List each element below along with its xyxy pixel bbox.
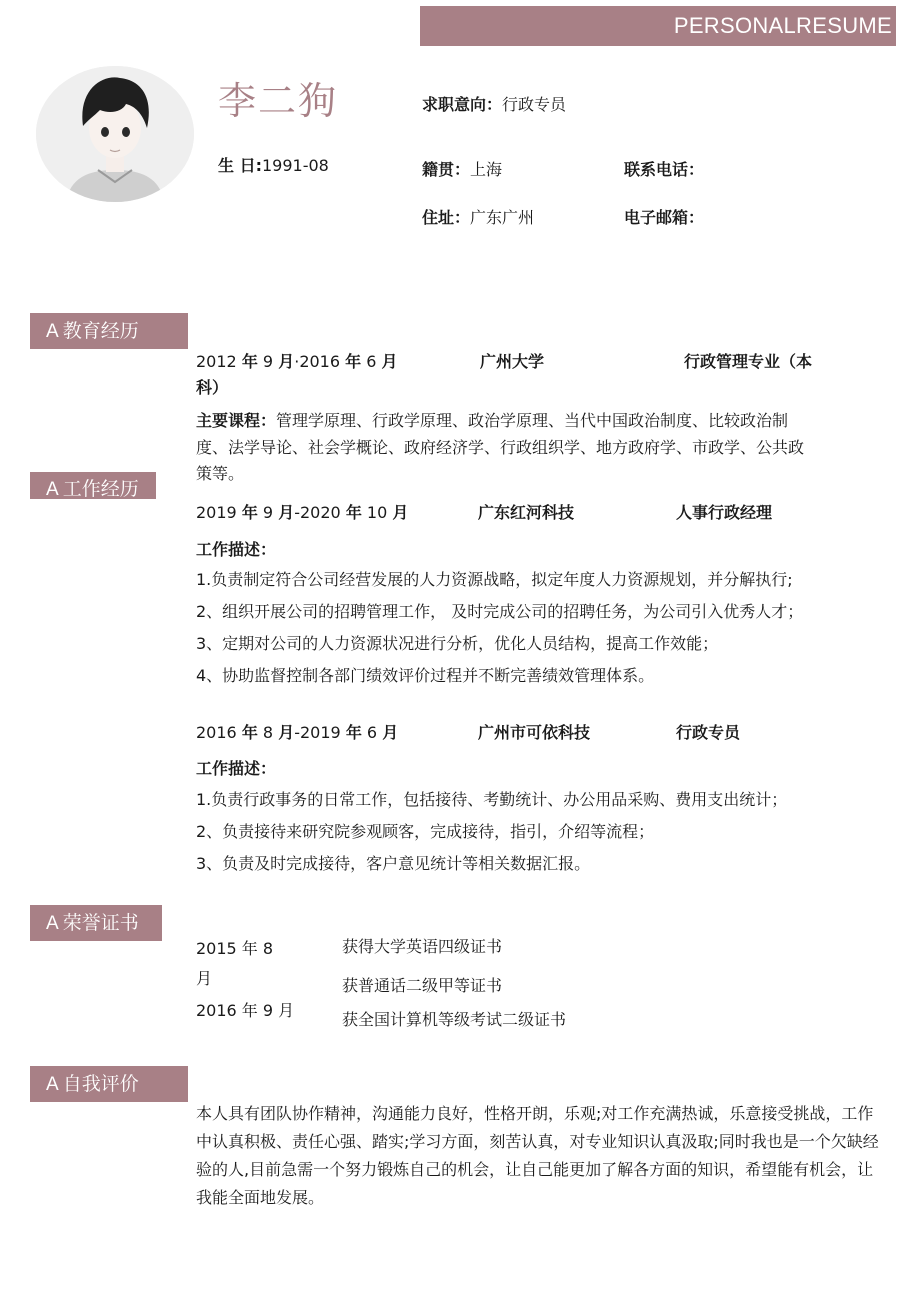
birth-date — [218, 155, 329, 177]
self-evaluation-text: 本人具有团队协作精神，沟通能力良好，性格开朗，乐观;对工作充满热诚，乐意接受挑战，工作中认真积极、责任心强、踏实;学习方面，刻苦认真，对专业知识认真汲取;同时我也是一个欠缺经验的人,目前急需一个努力锻炼自己的机会，让自己能更加了解各方面的知识，希望能有机会，让我能全面地发展。 — [196, 1104, 879, 1207]
job-1-item: 3、定期对公司的人力资源状况进行分析，优化人员结构，提高工作效能； — [196, 634, 719, 653]
section-work-header: A 工作经历 — [30, 472, 156, 499]
education-period: 2012 年 9 月·2016 年 6 月 — [196, 352, 398, 371]
job-1-period: 2019 年 9 月-2020 年 10 月 — [196, 503, 409, 522]
job-1-desc-label: 工作描述： — [196, 540, 277, 559]
birth-date-label: 生 日: — [218, 156, 262, 175]
section-self-header: A 自我评价 — [30, 1066, 188, 1102]
hometown — [422, 159, 502, 181]
birth-date-value: 1991-08 — [261, 156, 329, 175]
avatar — [36, 66, 194, 202]
honor-item: 获全国计算机等级考试二级证书 — [342, 1010, 567, 1029]
job-intention-label: 求职意向： — [422, 95, 503, 114]
section-honors-header: A 荣誉证书 — [30, 905, 162, 941]
address-value: 广东广州 — [470, 208, 535, 227]
job-2-title: 行政专员 — [676, 723, 741, 742]
job-1-item: 2、组织开展公司的招聘管理工作， 及时完成公司的招聘任务，为公司引入优秀人才； — [196, 602, 804, 621]
job-1-title: 人事行政经理 — [676, 503, 773, 522]
address — [422, 207, 534, 229]
address-label: 住址： — [422, 208, 471, 227]
job-2-item: 1.负责行政事务的日常工作，包括接待、考勤统计、办公用品采购、费用支出统计； — [196, 790, 788, 809]
education-major-cont: 科） — [196, 378, 229, 397]
job-1-item: 1.负责制定符合公司经营发展的人力资源战略，拟定年度人力资源规划，并分解执行; — [196, 570, 793, 589]
job-2-item: 3、负责及时完成接待，客户意见统计等相关数据汇报。 — [196, 854, 591, 873]
courses-line-3: 策等。 — [196, 464, 245, 483]
section-self-title: 自我评价 — [62, 1073, 139, 1095]
job-1-company: 广东红河科技 — [478, 503, 575, 522]
job-2-company: 广州市可依科技 — [478, 723, 591, 742]
job-2-item: 2、负责接待来研究院参观顾客，完成接待，指引，介绍等流程； — [196, 822, 655, 841]
honor-date-1: 2015 年 8 — [196, 939, 274, 958]
courses-line-2: 度、法学导论、社会学概论、政府经济学、行政组织学、地方政府学、市政学、公共政 — [196, 438, 805, 457]
section-honors-title: 荣誉证书 — [62, 912, 139, 934]
hometown-value: 上海 — [470, 160, 503, 179]
phone — [624, 159, 704, 181]
section-marker: A — [46, 321, 59, 342]
candidate-name: 李二狗 — [218, 79, 339, 123]
job-intention-value: 行政专员 — [502, 95, 567, 114]
courses-line-1: 主要课程：管理学原理、行政学原理、政治学原理、当代中国政治制度、比较政治制 — [196, 411, 789, 430]
courses-label: 主要课程： — [196, 411, 277, 430]
email — [624, 207, 704, 229]
resume-banner: PERSONALRESUME — [420, 6, 896, 46]
avatar-illustration — [36, 66, 194, 202]
phone-label: 联系电话： — [624, 160, 705, 179]
education-school: 广州大学 — [480, 352, 545, 371]
section-education-title: 教育经历 — [62, 320, 139, 342]
honor-date-1-cont: 月 — [196, 969, 213, 988]
section-work-title: 工作经历 — [62, 478, 139, 499]
job-2-period: 2016 年 8 月-2019 年 6 月 — [196, 723, 399, 742]
honor-item: 获普通话二级甲等证书 — [342, 976, 503, 995]
honor-item: 获得大学英语四级证书 — [342, 937, 503, 956]
education-major: 行政管理专业（本 — [684, 352, 813, 371]
job-1-item: 4、协助监督控制各部门绩效评价过程并不断完善绩效管理体系。 — [196, 666, 655, 685]
hometown-label: 籍贯： — [422, 160, 471, 179]
email-label: 电子邮箱： — [624, 208, 705, 227]
section-education-header — [30, 313, 188, 349]
job-2-desc-label: 工作描述： — [196, 759, 277, 778]
honor-date-2: 2016 年 9 月 — [196, 1001, 295, 1020]
job-intention — [422, 94, 566, 116]
